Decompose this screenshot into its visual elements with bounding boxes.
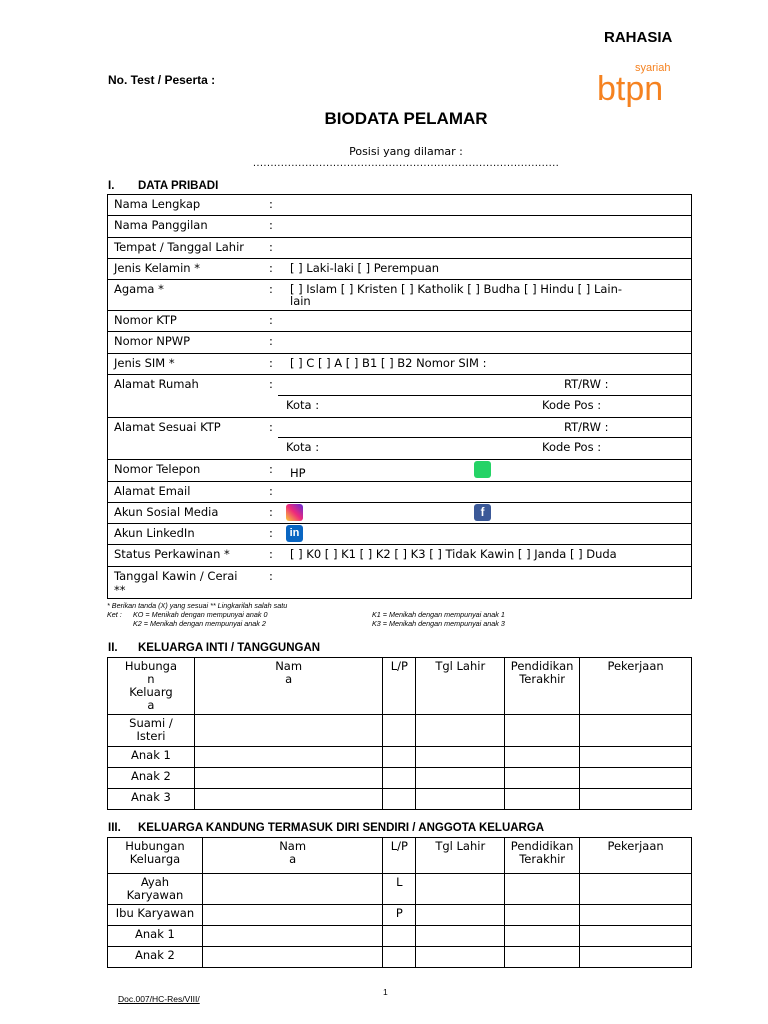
personal-row xyxy=(108,481,692,502)
table-row xyxy=(108,947,692,968)
confidential-label: RAHASIA xyxy=(604,29,673,46)
personal-row xyxy=(108,311,692,332)
footnote-ket: Ket : xyxy=(107,610,122,619)
name-cell[interactable] xyxy=(194,789,382,810)
table-row xyxy=(108,747,692,768)
column-header: Pekerjaan xyxy=(580,838,692,874)
table-row xyxy=(108,874,692,905)
field-colon: : xyxy=(269,197,273,211)
column-header: Hubungan Keluarga xyxy=(108,838,203,874)
footnote-k3: K3 = Menikah dengan mempunyai anak 3 xyxy=(372,619,505,628)
education-cell[interactable] xyxy=(505,926,580,947)
field-value[interactable]: [ ] Islam [ ] Kristen [ ] Katholik [ ] Budha [ ] Hindu [ ] Lain- xyxy=(290,282,623,297)
field-colon: : xyxy=(269,334,273,349)
education-cell[interactable] xyxy=(505,747,580,768)
field-value[interactable]: HP xyxy=(290,466,306,481)
field-colon: : xyxy=(269,504,273,519)
instagram-icon[interactable] xyxy=(286,504,303,521)
gender-cell[interactable]: P xyxy=(383,905,416,926)
field-label: Akun Sosial Media xyxy=(114,504,219,519)
birthdate-cell[interactable] xyxy=(416,947,505,968)
section3-heading xyxy=(108,822,544,834)
table-row xyxy=(108,715,692,747)
rt-rw-label[interactable]: RT/RW : xyxy=(564,419,609,434)
field-colon: : xyxy=(269,377,273,392)
field-colon: : xyxy=(269,355,273,370)
column-header: Hubunga n Keluarg a xyxy=(108,658,195,715)
occupation-cell[interactable] xyxy=(580,947,692,968)
relationship-cell: Anak 1 xyxy=(108,926,203,947)
personal-data-table xyxy=(107,194,692,599)
gender-cell[interactable]: L xyxy=(383,874,416,905)
personal-row xyxy=(108,353,692,374)
test-number-label: No. Test / Peserta : xyxy=(108,73,216,87)
field-label: Tempat / Tanggal Lahir xyxy=(114,239,245,254)
relationship-cell: Anak 2 xyxy=(108,768,195,789)
field-label: Tanggal Kawin / Cerai xyxy=(114,568,238,583)
education-cell[interactable] xyxy=(505,947,580,968)
education-cell[interactable] xyxy=(505,789,580,810)
name-cell[interactable] xyxy=(194,715,382,747)
relationship-cell: Anak 2 xyxy=(108,947,203,968)
personal-row xyxy=(108,280,692,311)
relationship-cell: Ibu Karyawan xyxy=(108,905,203,926)
document-reference: Doc.007/HC-Res/VIII/ xyxy=(118,994,200,1004)
personal-row xyxy=(108,524,692,545)
birthdate-cell[interactable] xyxy=(416,715,505,747)
city-label[interactable]: Kota : xyxy=(286,440,320,455)
facebook-icon[interactable]: f xyxy=(474,504,491,521)
footnote-k0: KO = Menikah dengan mempunyai anak 0 xyxy=(133,610,268,619)
name-cell[interactable] xyxy=(194,747,382,768)
field-colon: : xyxy=(269,547,273,562)
city-label[interactable]: Kota : xyxy=(286,397,320,412)
field-label: Agama * xyxy=(114,282,164,297)
field-colon: : xyxy=(269,282,273,297)
field-colon: : xyxy=(269,239,273,254)
address-subrow xyxy=(108,396,692,417)
column-header: Pendidikan Terakhir xyxy=(505,838,580,874)
relationship-cell: Anak 3 xyxy=(108,789,195,810)
linkedin-icon[interactable]: in xyxy=(286,525,303,542)
education-cell[interactable] xyxy=(505,768,580,789)
personal-row xyxy=(108,545,692,566)
column-header: Pekerjaan xyxy=(580,658,692,715)
relationship-cell: Ayah Karyawan xyxy=(108,874,203,905)
column-header: Tgl Lahir xyxy=(416,658,505,715)
core-family-table xyxy=(107,657,692,810)
rt-rw-label[interactable]: RT/RW : xyxy=(564,377,609,392)
name-cell[interactable] xyxy=(202,874,382,905)
personal-row xyxy=(108,417,692,438)
occupation-cell[interactable] xyxy=(580,926,692,947)
field-colon: : xyxy=(269,419,273,434)
name-cell[interactable] xyxy=(202,926,382,947)
table-row xyxy=(108,768,692,789)
blood-family-table xyxy=(107,837,692,968)
table-header-row xyxy=(108,838,692,874)
footnote-instructions: * Berikan tanda (X) yang sesuai ** Lingkarilah salah satu xyxy=(107,601,288,610)
gender-cell[interactable] xyxy=(383,715,416,747)
personal-row xyxy=(108,258,692,279)
table-header-row xyxy=(108,658,692,715)
logo-main-text: btpn xyxy=(597,70,664,108)
column-header: L/P xyxy=(383,658,416,715)
table-row xyxy=(108,926,692,947)
field-value[interactable]: [ ] Laki-laki [ ] Perempuan xyxy=(290,260,440,275)
name-cell[interactable] xyxy=(202,905,382,926)
name-cell[interactable] xyxy=(194,768,382,789)
relationship-cell: Suami / Isteri xyxy=(108,715,195,747)
logo-top-text: syariah xyxy=(635,62,671,74)
education-cell[interactable] xyxy=(505,874,580,905)
field-label-note: ** xyxy=(114,582,126,597)
section1-number: I. xyxy=(108,180,115,192)
field-label: Nomor NPWP xyxy=(114,334,191,349)
personal-row xyxy=(108,502,692,523)
field-colon: : xyxy=(269,568,273,583)
birthdate-cell[interactable] xyxy=(416,789,505,810)
personal-row xyxy=(108,332,692,353)
field-label: Akun LinkedIn xyxy=(114,526,195,541)
position-label: Posisi yang dilamar : xyxy=(349,145,463,158)
section3-title: KELUARGA KANDUNG TERMASUK DIRI SENDIRI / ANGGOTA KELUARGA xyxy=(138,822,545,834)
page-title: BIODATA PELAMAR xyxy=(324,109,488,128)
birthdate-cell[interactable] xyxy=(416,926,505,947)
field-label: Status Perkawinan * xyxy=(114,547,230,562)
gender-cell[interactable] xyxy=(383,947,416,968)
occupation-cell[interactable] xyxy=(580,768,692,789)
field-label: Nomor Telepon xyxy=(114,462,201,477)
section1-heading xyxy=(108,180,218,192)
personal-row xyxy=(108,460,692,481)
relationship-cell: Anak 1 xyxy=(108,747,195,768)
field-colon: : xyxy=(269,526,273,541)
gender-cell[interactable] xyxy=(383,768,416,789)
personal-row xyxy=(108,216,692,237)
section2-number: II. xyxy=(108,642,118,654)
field-value-cont: lain xyxy=(290,294,311,309)
occupation-cell[interactable] xyxy=(580,789,692,810)
education-cell[interactable] xyxy=(505,905,580,926)
birthdate-cell[interactable] xyxy=(416,747,505,768)
field-colon: : xyxy=(269,462,273,477)
whatsapp-icon[interactable] xyxy=(474,461,491,478)
name-cell[interactable] xyxy=(202,947,382,968)
field-label: Jenis Kelamin * xyxy=(114,260,200,275)
address-subrow xyxy=(108,438,692,459)
birthdate-cell[interactable] xyxy=(416,905,505,926)
field-label: Alamat Sesuai KTP xyxy=(114,419,221,434)
field-label: Jenis SIM * xyxy=(114,355,175,370)
address-divider xyxy=(278,395,692,396)
gender-cell[interactable] xyxy=(383,926,416,947)
field-value[interactable]: [ ] C [ ] A [ ] B1 [ ] B2 Nomor SIM : xyxy=(290,355,487,370)
field-label: Nomor KTP xyxy=(114,313,177,328)
field-colon: : xyxy=(269,260,273,275)
page-number: 1 xyxy=(383,987,388,997)
personal-row xyxy=(108,195,692,216)
personal-row xyxy=(108,237,692,258)
column-header: Nam a xyxy=(194,658,382,715)
field-label: Nama Lengkap xyxy=(114,197,201,211)
field-label: Alamat Rumah xyxy=(114,377,199,392)
personal-row xyxy=(108,566,692,598)
section1-title: DATA PRIBADI xyxy=(138,180,219,192)
column-header: Tgl Lahir xyxy=(416,838,505,874)
section2-title: KELUARGA INTI / TANGGUNGAN xyxy=(138,642,321,654)
education-cell[interactable] xyxy=(505,715,580,747)
address-divider xyxy=(278,437,692,438)
birthdate-cell[interactable] xyxy=(416,874,505,905)
column-header: Nam a xyxy=(202,838,382,874)
gender-cell[interactable] xyxy=(383,789,416,810)
column-header: Pendidikan Terakhir xyxy=(505,658,580,715)
personal-row xyxy=(108,375,692,396)
footnote-k2: K2 = Menikah dengan mempunyai anak 2 xyxy=(133,619,266,628)
gender-cell[interactable] xyxy=(383,747,416,768)
field-colon: : xyxy=(269,313,273,328)
postal-code-label[interactable]: Kode Pos : xyxy=(542,440,602,455)
occupation-cell[interactable] xyxy=(580,715,692,747)
section3-number: III. xyxy=(108,822,121,834)
field-label: Nama Panggilan xyxy=(114,218,208,233)
btpn-syariah-logo xyxy=(597,56,687,110)
occupation-cell[interactable] xyxy=(580,874,692,905)
table-row xyxy=(108,789,692,810)
column-header: L/P xyxy=(383,838,416,874)
field-value[interactable]: [ ] K0 [ ] K1 [ ] K2 [ ] K3 [ ] Tidak Kawin [ ] Janda [ ] Duda xyxy=(290,547,617,562)
birthdate-cell[interactable] xyxy=(416,768,505,789)
position-field[interactable]: ........................................................................................ xyxy=(252,158,560,169)
field-colon: : xyxy=(269,483,273,498)
footnote-k1: K1 = Menikah dengan mempunyai anak 1 xyxy=(372,610,505,619)
table-row xyxy=(108,905,692,926)
field-label: Alamat Email xyxy=(114,483,191,498)
field-colon: : xyxy=(269,218,273,233)
occupation-cell[interactable] xyxy=(580,905,692,926)
occupation-cell[interactable] xyxy=(580,747,692,768)
postal-code-label[interactable]: Kode Pos : xyxy=(542,397,602,412)
section2-heading xyxy=(108,642,320,654)
